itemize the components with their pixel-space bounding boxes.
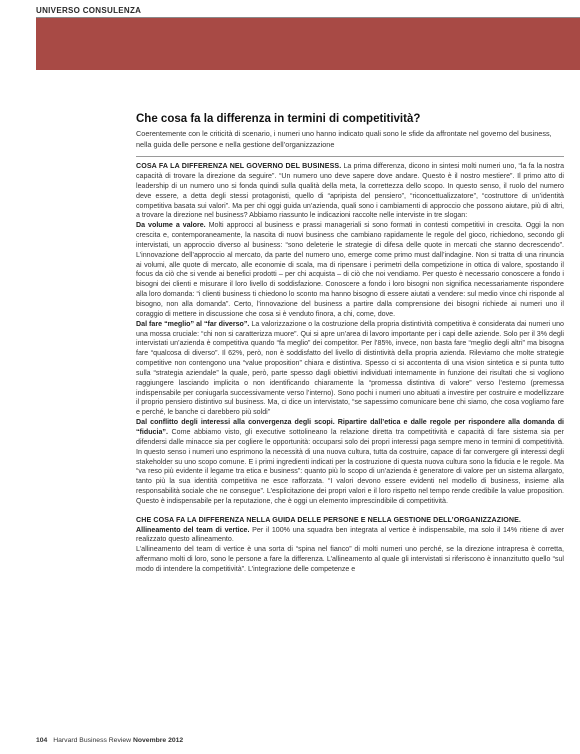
deck-divider: [136, 156, 564, 157]
article-deck: Coerentemente con le criticità di scenario, i numeri uno hanno indicato quali sono le sfide da affrontate nel governo del business, nella guida delle persone e nella gestione dell’organizzazione: [136, 129, 552, 149]
paragraph-text: Molti approcci al business e prassi manageriali si sono formati in contesti competitivi in crescita. Oggi la non crescita e, contemporaneamente, la nascita di nuovi business che cambiano rapidamente le regole del gioco, richiedono, secondo gli intervistati, un approccio diverso al business: “sono deleterie le strategie di difesa delle quote in mercati che stanno decrescendo”. L’innovazione dell’approccio al mercato, da parte del numero uno, emerge come primo must dall’indagine. Non si tratta di una rinuncia ai volumi, alle quote di mercato, alle economie di scala, ma di ripensare i perimetri della competizione in ottica di valore, spostando il focus da ciò che si vende ai benefici prodotti – per chi acquista – di ciò che noi vendiamo. Per questo è necessario conoscere a fondo i bisogni dei clienti e misurare il loro livello di soddisfazione. Conoscere a fondo i loro bisogni non significa necessariamente rispondere alla loro domanda: “i clienti business ti chiedono lo sconto ma hanno bisogno di essere aiutati a vendere: sul medio vince chi risponde al bisogno, non alla domanda”. Certo, l’innovazione del business a partire dalla comprensione dei bisogni richiede ai numeri uno il coraggio di mettere in discussione che cosa si è venduto finora, a chi, come, dove.: [136, 221, 564, 318]
lead-in: Allineamento del team di vertice.: [136, 525, 250, 534]
section-heading-governo: COSA FA LA DIFFERENZA NEL GOVERNO DEL BUSINESS.: [136, 162, 342, 171]
paragraph-text: Per il 100% una squadra ben integrata al vertice è indispensabile, ma solo il 14% ritiene di aver realizzato questo allineamento.: [136, 525, 565, 544]
paragraph-text: La valorizzazione o la costruzione della propria distintività competitiva è considerata dai numeri uno una mossa cruciale: “chi non si caratterizza muore”. Qui si apre un’area di lavoro importante per i capi delle aziende. Solo per il 3% degli intervistati un’azienda è competitiva quando “fa meglio” dei competitor. Per l’85%, invece, non basta fare “meglio degli altri” ma bisogna fare “qualcosa di diverso”. Il 62%, però, non è soddisfatto del livello di distintività della propria azienda. Rileviamo che molte strategie competitive non contengono una “value proposition” chiara e distintiva. Spesso ci si accontenta di una vision sintetica e si punta tutto sulla “strategia aziendale” la quale, però, parte spesso dagli obiettivi individuati internamente in funzione dei risultati che si vogliono raggiungere lasciando implicita o non identificando chiaramente la “promessa distintiva di valore” verso l’esterno (premessa indispensabile per coniugarla successivamente verso l’interno). Sono pochi i numeri uno abituati a investire per costruire e modellizzare il proprio pensiero distintivo sul business. Ma, ci dice un intervistato, “se sapessimo comunicare bene chi siamo, che cosa vogliamo fare e perché, le banche ci darebbero più soldi”: [136, 319, 564, 417]
paragraph-gap: [136, 507, 564, 516]
header-color-band: [36, 18, 580, 70]
magazine-name: Harvard Business Review: [53, 737, 132, 744]
section-label: UNIVERSO CONSULENZA: [36, 6, 142, 15]
lead-in: Dal fare “meglio” al “far diverso”.: [136, 319, 250, 328]
paragraph-fare-diverso: [136, 320, 564, 418]
paragraph-text: La prima differenza, dicono in sintesi molti numeri uno, “la fa la nostra capacità di trovare la direzione da seguire”. “Un numero uno deve sapere dove andare. Questo è il nostro mestiere”. Il primo atto di leadership di un numero uno si fonda quindi sulla qualità della meta, la correttezza dello scopo. In questo senso, il ruolo del numero deve essere, a detta degli stessi protagonisti, quello di “apripista del pensiero”, “riconcettualizzatore”, “costruttore di un’identità competitiva basata sui valori”. Ma per chi oggi guida un’azienda, quali sono i cambiamenti di approccio che possono aiutare, più di altri, a trovare la direzione nel business? Abbiamo riassunto le indicazioni raccolte nelle interviste in tre slogan:: [136, 162, 565, 220]
paragraph-text: L’allineamento del team di vertice è una sorta di “spina nel fianco” di molti numeri uno perché, se la direzione intrapresa è corretta, affermano molti di loro, sono le persone a fare la differenza. L’allineamento al quale gli intervistati si riferiscono è innanzitutto quello “sul modo di intendere la competitività”. L’integrazione delle competenze e: [136, 545, 564, 573]
article-body: [136, 162, 564, 575]
paragraph-governo: [136, 162, 564, 221]
paragraph-text: Come abbiamo visto, gli executive sottolineano la relazione diretta tra competitività e capacità di fare sistema sia per difendersi dalle minacce sia per cogliere le opportunità: occuparsi solo dei propri interessi paga sempre meno in termini di competitività. In questo senso i numeri uno esprimono la necessità di una nuova cultura, tutta da costruire, capace di far convergere gli interessi degli stakeholder su uno scopo comune. E i primi ingredienti indicati per la costruzione di questa nuova cultura sono la fiducia e le regole. Ma “va reso più evidente il legame tra etica e business”: quanto più lo scopo di un’azienda è generatore di valore per un sistema allargato, tanto più la sua identità competitiva ne esce rafforzata. “I valori devono essere evidenti nel modello di business, insieme alla responsabilità sociale che ne consegue”. L’esplicitazione dei propri valori e il loro rispetto nel tempo rende credibile la value proposition. Questo è indispensabile per la reputazione, che è oggi un elemento imprescindibile di competitività.: [136, 427, 564, 505]
article: [136, 112, 564, 575]
lead-in: Da volume a valore.: [136, 221, 206, 230]
lead-in: Dal conflitto degli interessi alla convergenza degli scopi. Ripartire dall’etica e dalle regole per rispondere alla domanda di “fiducia”.: [136, 418, 564, 436]
section-heading-persone: CHE COSA FA LA DIFFERENZA NELLA GUIDA DELLE PERSONE E NELLA GESTIONE DELL’ORGANIZZAZIONE.: [136, 515, 522, 524]
article-title: Che cosa fa la differenza in termini di competitività?: [136, 113, 421, 125]
paragraph-convergenza: [136, 418, 564, 507]
issue-date: Novembre 2012: [132, 737, 184, 744]
page-footer: [36, 737, 183, 744]
page-number: 104: [36, 737, 48, 744]
paragraph-persone: [136, 516, 564, 546]
paragraph-allineamento: [136, 545, 564, 575]
paragraph-volume-valore: [136, 221, 564, 319]
